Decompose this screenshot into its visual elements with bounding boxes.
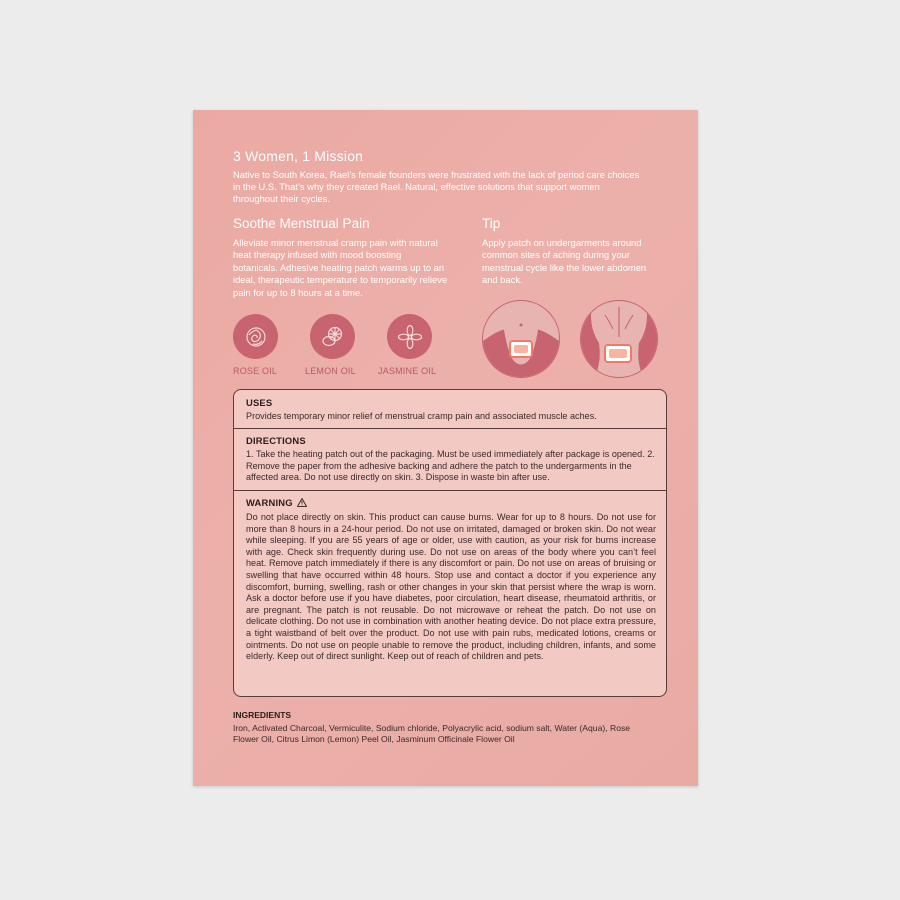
directions-title: DIRECTIONS (246, 435, 306, 446)
jasmine-icon (396, 323, 424, 351)
tip-title: Tip (482, 216, 501, 231)
uses-section (234, 390, 666, 429)
soothe-text: Alleviate minor menstrual cramp pain with natural heat therapy infused with mood boosting botanicals. Adhesive heating patch warms up to an ideal, therapeutic temperature to temporarily relieve pain for up to 8 hours at a time. (233, 237, 448, 298)
rose-oil-label: ROSE OIL (233, 366, 278, 376)
drug-facts-panel (233, 389, 667, 697)
abdomen-illustration (482, 300, 560, 378)
tip-text: Apply patch on undergarments around common sites of aching during your menstrual cycle like the lower abdomen and back. (482, 237, 647, 286)
directions-section (234, 429, 666, 491)
back-illustration (580, 300, 658, 378)
warning-heading (246, 497, 307, 508)
warning-section (234, 491, 666, 696)
abdomen-icon (483, 301, 559, 377)
lemon-icon (318, 322, 348, 352)
soothe-title: Soothe Menstrual Pain (233, 216, 370, 231)
warning-text: Do not place directly on skin. This product can cause burns. Wear for up to 8 hours. Do not use for more than 8 hours in a 24-hour period. Do not use on irritated, damaged or broken skin. Do not wear while sleeping. If you are 55 years of age or older, use with caution, as your risk for burns increase with age. Check skin frequently during use. Do not use on areas of the body where you can’t feel heat. Remove patch immediately if there is any discomfort or pain. Do not use on areas of bruising or swelling that have occurred within 48 hours. Stop use and contact a doctor if you experience any discomfort, burning, swelling, rash or other changes in your skin that persist where the wrap is worn. Ask a doctor before use if you have diabetes, poor circulation, heart disease, rheumatoid arthritis, or are pregnant. The patch is not reusable. Do not microwave or reheat the patch. Do not use on delicate clothing. Do not use in combination with another heating device. Do not place extra pressure, a tight waistband of belt over the product. Do not use with pain rubs, medicated lotions, creams or ointments. Do not use on people unable to remove the product, including children, infants, and some elderly. Keep out of direct sunlight. Keep out of reach of children and pets. (246, 512, 656, 662)
jasmine-oil-label: JASMINE OIL (378, 366, 437, 376)
product-box-back (193, 110, 698, 786)
uses-title: USES (246, 397, 273, 408)
warning-title: WARNING (246, 497, 293, 508)
uses-text: Provides temporary minor relief of menstrual cramp pain and associated muscle aches. (246, 411, 597, 421)
lemon-oil-badge (310, 314, 355, 359)
jasmine-oil-badge (387, 314, 432, 359)
mission-text: Native to South Korea, Rael’s female founders were frustrated with the lack of period care choices in the U.S. That’s why they created Rael. Natural, effective solutions that support women throughout their cycles. (233, 169, 640, 205)
lemon-oil-label: LEMON OIL (305, 366, 356, 376)
rose-icon (242, 323, 270, 351)
back-icon (581, 301, 657, 377)
directions-text: 1. Take the heating patch out of the packaging. Must be used immediately after package is opened. 2. Remove the paper from the adhesive backing and adhere the patch to the undergarments in the affected area. Do not use directly on skin. 3. Dispose in waste bin after use. (246, 449, 655, 483)
ingredients-title: INGREDIENTS (233, 710, 292, 720)
ingredients-text: Iron, Activated Charcoal, Vermiculite, Sodium chloride, Polyacrylic acid, sodium salt, Water (Aqua), Rose Flower Oil, Citrus Limon (Lemon) Peel Oil, Jasminum Officinale Flower Oil (233, 723, 631, 744)
mission-title: 3 Women, 1 Mission (233, 148, 364, 164)
warning-triangle-icon (297, 498, 307, 507)
rose-oil-badge (233, 314, 278, 359)
